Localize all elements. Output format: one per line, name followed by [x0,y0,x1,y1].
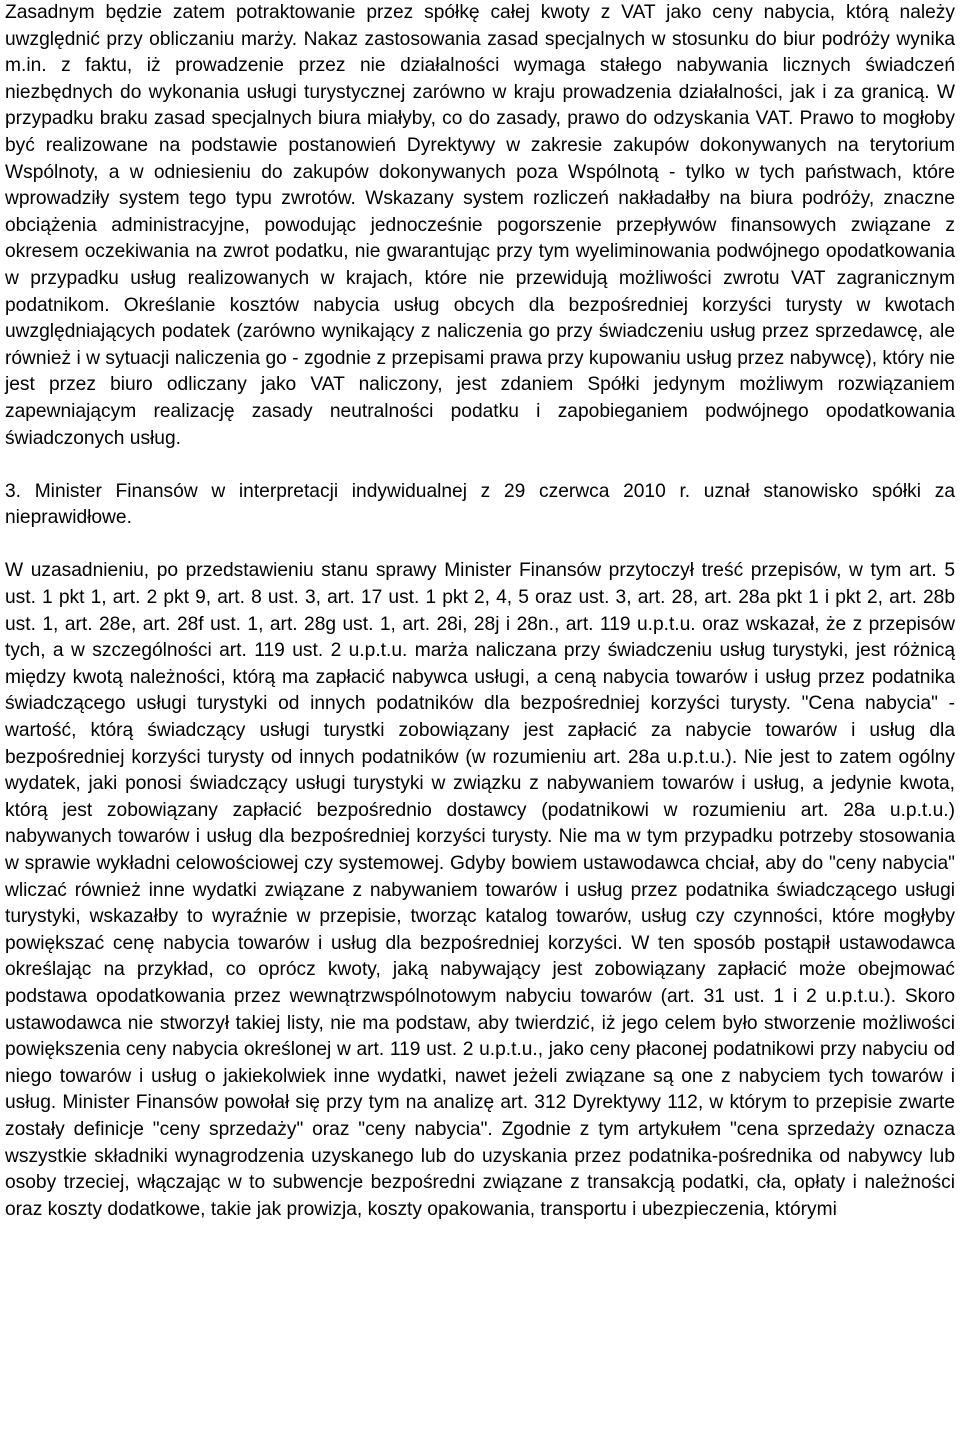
paragraph-minister-interpretation: 3. Minister Finansów w interpretacji indywidualnej z 29 czerwca 2010 r. uznał stanowisko spółki za nieprawidłowe. [5,480,955,529]
paragraph-vat-purchase-price: Zasadnym będzie zatem potraktowanie przez spółkę całej kwoty z VAT jako ceny nabycia, którą należy uwzględnić przy obliczaniu marży. Nakaz zastosowania zasad specjalnych w stosunku do biur podróży wynika m.in. z faktu, iż prowadzenie przez nie działalności wymaga stałego nabywania licznych świadczeń niezbędnych do wykonania usługi turystycznej zarówno w kraju prowadzenia działalności, jak i za granicą. W przypadku braku zasad specjalnych biura miałyby, co do zasady, prawo do odzyskania VAT. Prawo to mogłoby być realizowane na podstawie postanowień Dyrektywy w zakresie zakupów dokonywanych na terytorium Wspólnoty, a w odniesieniu do zakupów dokonywanych poza Wspólnotą - tylko w tych państwach, które wprowadziły system tego typu zwrotów. Wskazany system rozliczeń nakładałby na biura podróży, znaczne obciążenia administracyjne, powodując jednocześnie pogorszenie przepływów finansowych związane z okresem oczekiwania na zwrot podatku, nie gwarantując przy tym wyeliminowania podwójnego opodatkowania w przypadku usług realizowanych w krajach, które nie przewidują możliwości zwrotu VAT zagranicznym podatnikom. Określanie kosztów nabycia usług obcych dla bezpośredniej korzyści turysty w kwotach uwzględniających podatek (zarówno wynikający z naliczenia go przy świadczeniu usług przez sprzedawcę, ale również i w sytuacji naliczenia go - zgodnie z przepisami prawa przy kupowaniu usług przez nabywcę), który nie jest przez biuro odliczany jako VAT naliczony, jest zdaniem Spółki jedynym możliwym rozwiązaniem zapewniającym realizację zasady neutralności podatku i zapobieganiem podwójnego opodatkowania świadczonych usług. [5,2,955,449]
paragraph-justification: W uzasadnieniu, po przedstawieniu stanu sprawy Minister Finansów przytoczył treść przepisów, w tym art. 5 ust. 1 pkt 1, art. 2 pkt 9, art. 8 ust. 3, art. 17 ust. 1 pkt 2, 4, 5 oraz ust. 3, art. 28, art. 28a pkt 1 i pkt 2, art. 28b ust. 1, art. 28e, art. 28f ust. 1, art. 28g ust. 1, art. 28i, 28j i 28n., art. 119 u.p.t.u. oraz wskazał, że z przepisów tych, a w szczególności art. 119 ust. 2 u.p.t.u. marża naliczana przy świadczeniu usług turystyki, jest różnicą między kwotą należności, którą ma zapłacić nabywca usługi, a ceną nabycia towarów i usług przez podatnika świadczącego usługi turystyki od innych podatników dla bezpośredniej korzyści turysty. "Cena nabycia" - wartość, którą świadczący usługi turystki zobowiązany jest zapłacić za nabycie towarów i usług dla bezpośredniej korzyści turysty od innych podatników (w rozumieniu art. 28a u.p.t.u.). Nie jest to zatem ogólny wydatek, jaki ponosi świadczący usługi turystyki w związku z nabywaniem towarów i usług, a jedynie kwota, którą jest zobowiązany zapłacić bezpośrednio dostawcy (podatnikowi w rozumieniu art. 28a u.p.t.u.) nabywanych towarów i usług dla bezpośredniej korzyści turysty. Nie ma w tym przypadku potrzeby stosowania w sprawie wykładni celowościowej czy systemowej. Gdyby bowiem ustawodawca chciał, aby do "ceny nabycia" wliczać również inne wydatki związane z nabywaniem towarów i usług przez podatnika świadczącego usługi turystyki, wskazałby to wyraźnie w przepisie, tworząc katalog towarów, usług czy czynności, które mogłyby powiększać cenę nabycia towarów i usług dla bezpośredniej korzyści. W ten sposób postąpił ustawodawca określając na przykład, co oprócz kwoty, jaką nabywający jest zobowiązany zapłacić może obejmować podstawa opodatkowania przez wewnątrzwspólnotowym nabyciu towarów (art. 31 ust. 1 i 2 u.p.t.u.). Skoro ustawodawca nie stworzył takiej listy, nie ma podstaw, aby twierdzić, iż jego celem było stworzenie możliwości powiększenia ceny nabycia określonej w art. 119 ust. 2 u.p.t.u., jako ceny płaconej podatnikowi przy nabyciu od niego towarów i usług o jakiekolwiek inne wydatki, nawet jeżeli związane są one z nabyciem tych towarów i usług. Minister Finansów powołał się przy tym na analizę art. 312 Dyrektywy 112, w którym to przepisie zwarte zostały definicje "ceny sprzedaży" oraz "ceny nabycia". Zgodnie z tym artykułem "cena sprzedaży oznacza wszystkie składniki wynagrodzenia uzyskanego lub do uzyskania przez podatnika-pośrednika od nabywcy lub osoby trzeciej, włączając w to subwencje bezpośredni związane z transakcją podatki, cła, opłaty i należności oraz koszty dodatkowe, takie jak prowizja, koszty opakowania, transportu i ubezpieczenia, którymi [5,560,955,1220]
paragraph-spacer [5,452,955,479]
paragraph-spacer [5,532,955,559]
document-page [5,0,955,1223]
